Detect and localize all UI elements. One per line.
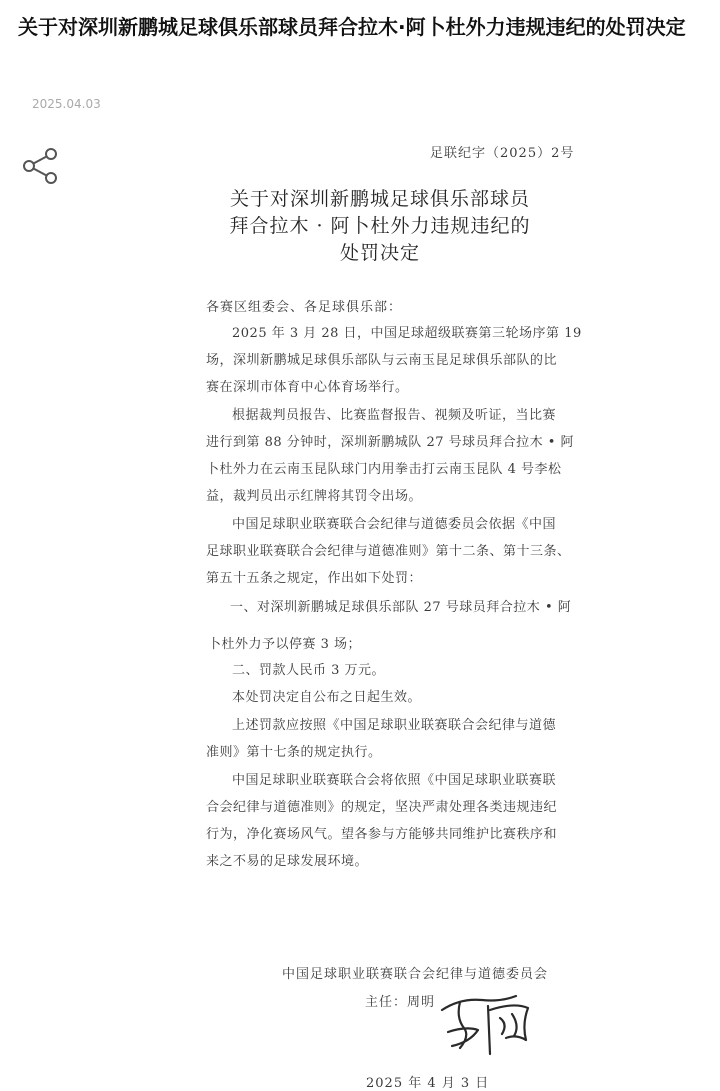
document-title-line: 处罚决定 [339,242,420,264]
text-line: 赛在深圳市体育中心体育场举行。 [206,380,409,395]
text-line: 行为，净化赛场风气。望各参与方能够共同维护比赛秩序和 [206,827,558,842]
text-line: 卜杜外力在云南玉昆队球门内用拳击打云南玉昆队 4 号李松 [206,462,562,477]
text-line: 第五十五条之规定，作出如下处罚： [206,571,423,586]
text-line: 卜杜外力予以停赛 3 场； [208,637,362,652]
text-line: 进行到第 88 分钟时，深圳新鹏城队 27 号球员拜合拉木 • 阿 [206,435,575,450]
paragraph-fine-execution [206,712,556,766]
article-headline: 关于对深圳新鹏城足球俱乐部球员拜合拉木·阿卜杜外力违规违纪的处罚决定 [18,15,686,39]
addressee: 各赛区组委会、各足球俱乐部： [206,300,403,315]
effective-clause: 本处罚决定自公布之日起生效。 [232,690,422,705]
document-number: 足联纪字（2025）2号 [430,146,575,161]
paragraph-closing [206,767,557,875]
text-line: 益，裁判员出示红牌将其罚令出场。 [206,489,423,504]
paragraph-incident [206,320,582,401]
document-title [180,186,580,267]
text-line: 合会纪律与道德准则》的规定，坚决严肃处理各类违规违纪 [206,800,558,815]
text-line: 来之不易的足球发展环境。 [206,854,369,869]
handwritten-signature [430,988,540,1058]
issuing-committee: 中国足球职业联赛联合会纪律与道德委员会 [282,967,549,982]
text-line: 2025 年 3 月 28 日，中国足球超级联赛第三轮场序第 19 [232,326,582,341]
text-line: 中国足球职业联赛联合会将依照《中国足球职业联赛联 [232,773,557,788]
paragraph-findings [206,402,574,510]
share-icon [20,146,62,186]
text-line: 根据裁判员报告、比赛监督报告、视频及听证，当比赛 [232,408,557,423]
paragraph-basis [206,511,571,592]
penalty-suspension [208,594,571,658]
publish-date: 2025.04.03 [32,97,101,111]
text-line: 场，深圳新鹏城足球俱乐部队与云南玉昆足球俱乐部队的比 [206,353,558,368]
text-line: 一、对深圳新鹏城足球俱乐部队 27 号球员拜合拉木 • 阿 [230,600,572,615]
document-title-line: 拜合拉木 · 阿卜杜外力违规违纪的 [229,215,531,237]
penalty-fine: 二、罚款人民币 3 万元。 [232,663,386,678]
share-button[interactable] [20,146,62,186]
text-line: 准则》第十七条的规定执行。 [206,745,382,760]
text-line: 中国足球职业联赛联合会纪律与道德委员会依据《中国 [232,517,557,532]
director-line: 主任：周明 [365,995,436,1010]
signing-date: 2025 年 4 月 3 日 [366,1076,490,1091]
text-line: 足球职业联赛联合会纪律与道德准则》第十二条、第十三条、 [206,544,571,559]
document-title-line: 关于对深圳新鹏城足球俱乐部球员 [229,188,530,210]
text-line: 上述罚款应按照《中国足球职业联赛联合会纪律与道德 [232,718,557,733]
